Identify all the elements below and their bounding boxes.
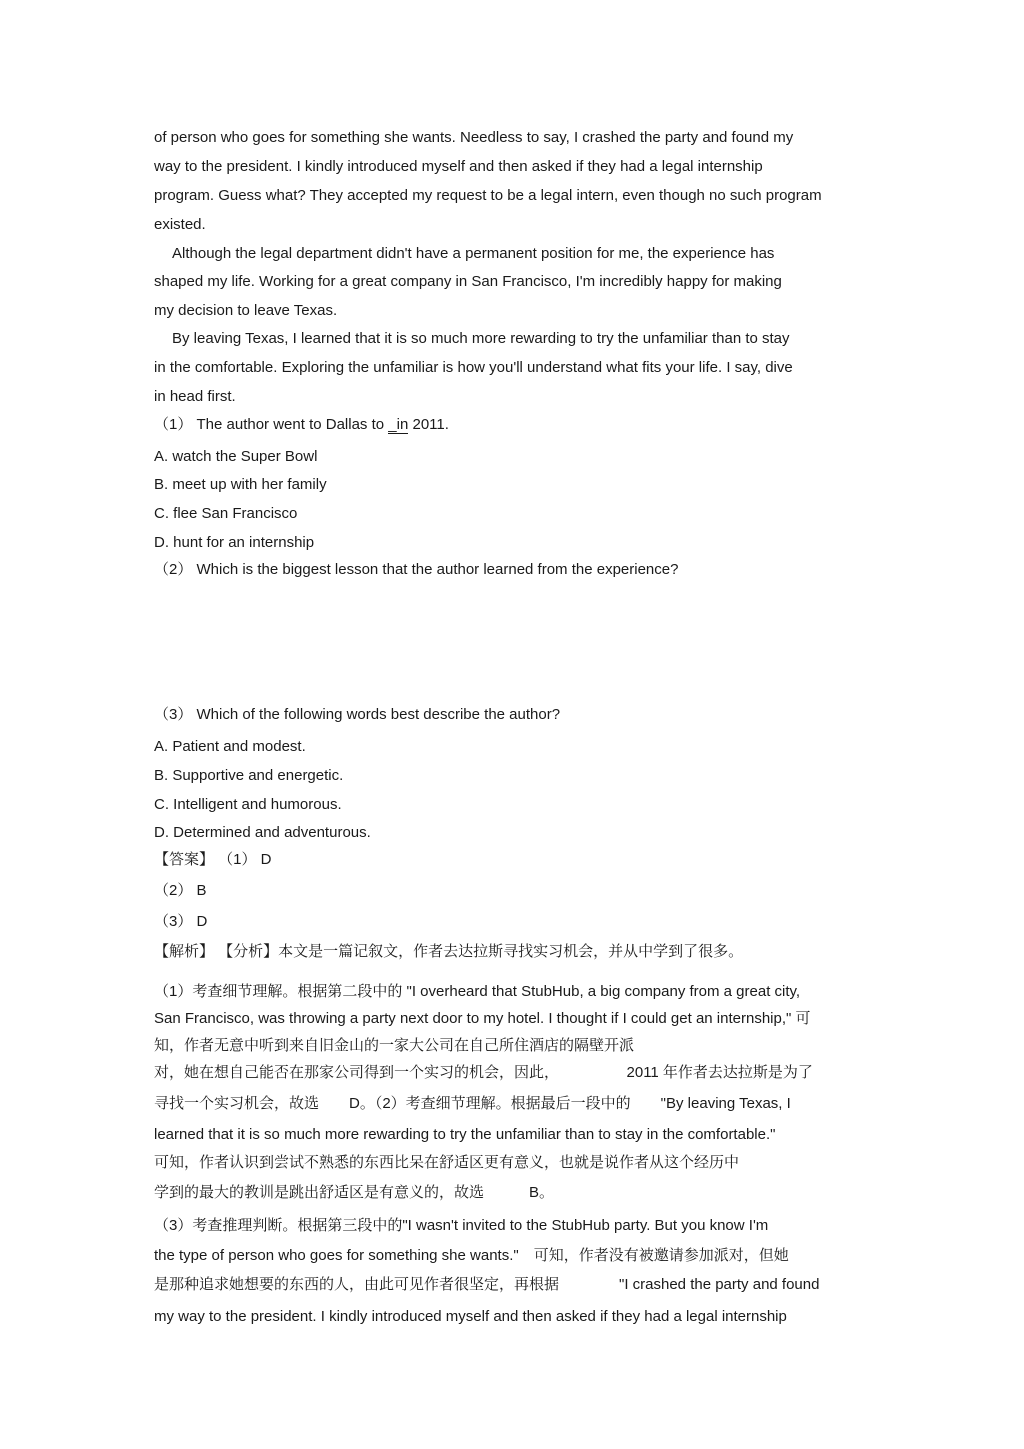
analysis-line: 对，她在想自己能否在那家公司得到一个实习的机会，因此， 2011 年作者去达拉斯是为了 [154,1064,813,1081]
passage-line: way to the president. I kindly introduced myself and then asked if they had a legal internship [154,158,763,175]
analysis-line: 【解析】 【分析】本文是一篇记叙文，作者去达拉斯寻找实习机会，并从中学到了很多。 [154,943,744,960]
analysis-line: the type of person who goes for something she wants." 可知，作者没有被邀请参加派对，但她 [154,1247,789,1264]
passage-line: in head first. [154,388,236,405]
question-3-option-b: B. Supportive and energetic. [154,767,344,784]
analysis-line: 是那种追求她想要的东西的人，由此可见作者很坚定，再根据 "I crashed the party and found [154,1276,820,1293]
question-1-option-a: A. watch the Super Bowl [154,448,318,465]
analysis-line: 知，作者无意中听到来自旧金山的一家大公司在自己所住酒店的隔壁开派 [154,1037,635,1054]
analysis-line: （3）考查推理判断。根据第三段中的"I wasn't invited to the StubHub party. But you know I'm [154,1217,769,1234]
passage-line: of person who goes for something she wants. Needless to say, I crashed the party and found my [154,129,794,146]
passage-line: program. Guess what? They accepted my request to be a legal intern, even though no such program [154,187,822,204]
passage-line: in the comfortable. Exploring the unfamiliar is how you'll understand what fits your life. I say, dive [154,359,793,376]
analysis-line: （1）考查细节理解。根据第二段中的 "I overheard that StubHub, a big company from a great city, [154,983,801,1000]
question-1 [154,415,449,435]
question-3: （3） Which of the following words best describe the author? [154,706,561,723]
passage-line: existed. [154,216,206,233]
passage-line: my decision to leave Texas. [154,302,338,319]
passage-line: shaped my life. Working for a great company in San Francisco, I'm incredibly happy for making [154,273,782,290]
answer-line: 【答案】 （1） D [154,851,272,868]
question-1-option-d: D. hunt for an internship [154,534,315,551]
passage-line: By leaving Texas, I learned that it is so much more rewarding to try the unfamiliar than to stay [172,330,790,347]
question-1-prefix: （1） The author went to Dallas to [154,416,389,433]
answer-line: （2） B [154,882,207,899]
question-1-option-b: B. meet up with her family [154,476,327,493]
question-3-option-c: C. Intelligent and humorous. [154,796,342,813]
answer-blank: _in [388,416,409,433]
analysis-line: 学到的最大的教训是跳出舒适区是有意义的，故选 B。 [154,1184,555,1201]
question-2: （2） Which is the biggest lesson that the author learned from the experience? [154,561,679,578]
question-1-suffix: 2011. [408,416,449,433]
question-3-option-d: D. Determined and adventurous. [154,824,371,841]
analysis-line: 寻找一个实习机会，故选 D。（2）考查细节理解。根据最后一段中的 "By leaving Texas, I [154,1095,791,1112]
analysis-line: learned that it is so much more rewarding to try the unfamiliar than to stay in the comfortable." [154,1126,776,1143]
analysis-line: 可知，作者认识到尝试不熟悉的东西比呆在舒适区更有意义，也就是说作者从这个经历中 [154,1154,740,1171]
question-3-option-a: A. Patient and modest. [154,738,306,755]
answer-line: （3） D [154,913,208,930]
analysis-line: San Francisco, was throwing a party next door to my hotel. I thought if I could get an internship," 可 [154,1010,811,1027]
question-1-option-c: C. flee San Francisco [154,505,298,522]
passage-line: Although the legal department didn't have a permanent position for me, the experience has [172,245,775,262]
analysis-line: my way to the president. I kindly introduced myself and then asked if they had a legal internship [154,1308,787,1325]
